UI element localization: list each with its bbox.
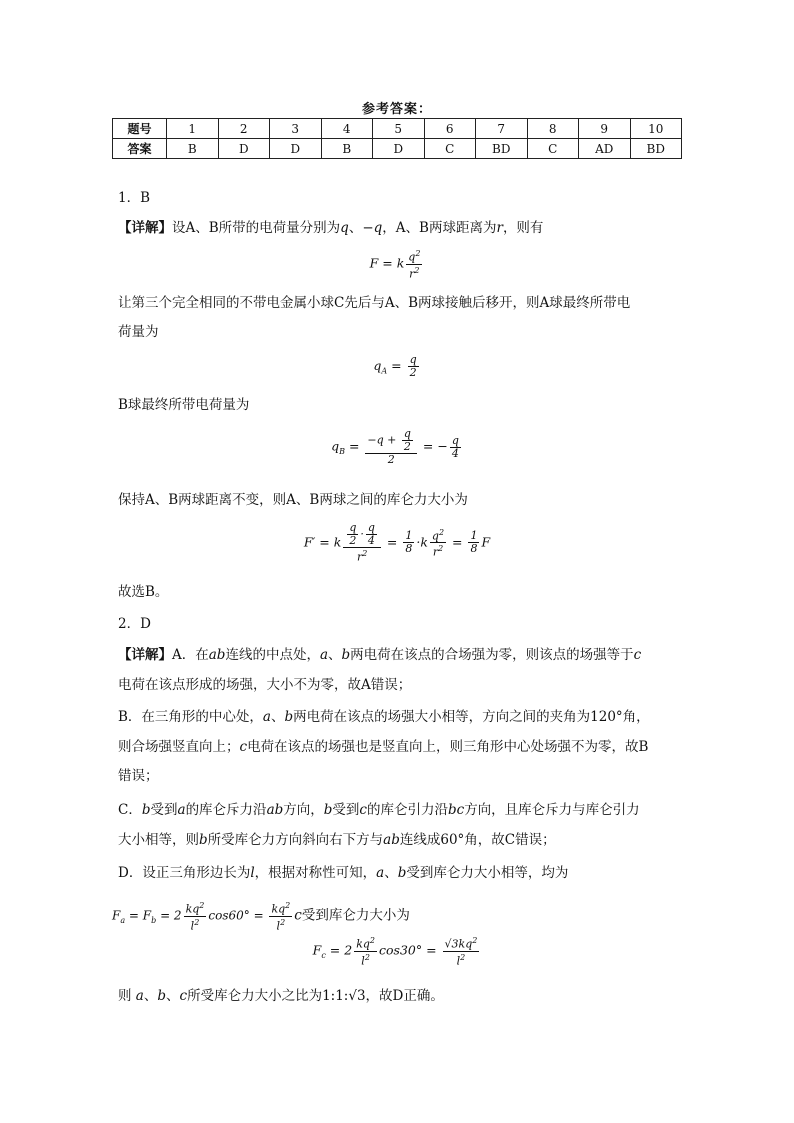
q2-heading: 2．D — [118, 616, 151, 632]
var-a: a — [319, 647, 329, 663]
answer-cell: D — [218, 139, 270, 159]
text: ，根据对称性可知， — [254, 865, 377, 881]
question-number: 4 — [321, 119, 373, 139]
var-b: b — [323, 802, 333, 818]
question-number: 5 — [373, 119, 425, 139]
text: 的库仑引力沿 — [366, 802, 448, 818]
equation-1: F = k $\frac{q^2}{r^2}$ — [369, 249, 421, 281]
var-a: a — [177, 802, 186, 818]
answer-cell: C — [527, 139, 579, 159]
equation-3: $q_B$ = −q + $\frac{q}{2}$ 2 = − $\frac{q}{4}$ — [331, 427, 459, 466]
var-c: c — [179, 988, 188, 1004]
text: 则 — [118, 988, 132, 1004]
row-label-number: 题号 — [113, 119, 167, 139]
var-a: a — [376, 865, 385, 881]
answer-row — [113, 139, 682, 159]
text: ，A、B两球距离为 — [382, 220, 497, 236]
q1-line1 — [118, 218, 543, 238]
answer-cell: C — [424, 139, 476, 159]
var-r: r — [496, 220, 503, 236]
text: 受到 — [332, 802, 360, 818]
question-number: 3 — [270, 119, 322, 139]
text: ，故D正确。 — [365, 988, 444, 1004]
text: 方向，且库仑斥力与库仑引力 — [464, 802, 640, 818]
text: 连线的中点处， — [225, 647, 320, 663]
text: 则合场强竖直向上； — [118, 739, 240, 755]
var-a: a — [262, 709, 271, 725]
question-number: 8 — [527, 119, 579, 139]
detail-tag: 【详解】 — [118, 647, 172, 663]
q2-option-c-line2 — [118, 830, 556, 850]
text: 大小相等，则 — [118, 832, 199, 848]
var-c: c — [633, 647, 642, 663]
var-neg-q: −q — [362, 220, 383, 236]
question-number: 2 — [218, 119, 270, 139]
question-number: 10 — [630, 119, 682, 139]
var-c: c — [294, 907, 302, 924]
text: 电荷在该点的场强也是竖直向上，则三角形中心处场强不为零，故B — [247, 739, 649, 755]
text: 受到库仑力大小相等，均为 — [406, 865, 569, 881]
text: 方向， — [283, 802, 324, 818]
answer-cell: BD — [630, 139, 682, 159]
answer-table — [112, 118, 682, 159]
text: 、 — [166, 988, 180, 1004]
q1-heading: 1．B — [118, 190, 151, 206]
q1-line2: 让第三个完全相同的不带电金属小球C先后与A、B两球接触后移开，则A球最终所带电 — [118, 295, 631, 311]
text: 、 — [328, 647, 342, 663]
question-number: 6 — [424, 119, 476, 139]
answer-cell: D — [270, 139, 322, 159]
q2-option-b-line3: 错误； — [118, 768, 159, 784]
q1-line3: 荷量为 — [118, 324, 159, 340]
equation-4: F′ = k $\frac{q}{2}$ · $\frac{q}{4}$ $r^2$ = $\frac{1}{8}$ ·k $\frac{q^2}{r^2}$ = $\frac{1}{8}$ F — [303, 521, 491, 564]
q1-line4: B球最终所带电荷量为 — [118, 397, 250, 413]
text: 的库仑斥力沿 — [185, 802, 267, 818]
answer-title: 参考答案： — [361, 102, 432, 117]
var-a: a — [135, 988, 144, 1004]
text: 、 — [348, 220, 363, 236]
text: 、 — [143, 988, 158, 1004]
question-number: 9 — [579, 119, 631, 139]
text: B．在三角形的中心处， — [118, 709, 263, 725]
var-ab: ab — [208, 647, 226, 663]
answer-cell: B — [321, 139, 373, 159]
equation-2: $q_A$ = $\frac{q}{2}$ — [373, 353, 417, 379]
text: D．设正三角形边长为 — [118, 865, 251, 881]
var-ab: ab — [266, 802, 284, 818]
text: 两电荷在该点的场强大小相等，方向之间的夹角为120°角， — [293, 709, 650, 725]
row-label-answer: 答案 — [113, 139, 167, 159]
text: A．在 — [172, 647, 209, 663]
question-number-row — [113, 119, 682, 139]
text: 受到 — [150, 802, 178, 818]
q2-option-c-line1 — [118, 800, 640, 820]
var-bc: bc — [447, 802, 465, 818]
question-number: 7 — [476, 119, 528, 139]
text: ，则有 — [502, 220, 544, 236]
var-q: q — [340, 220, 349, 236]
var-b: b — [397, 865, 407, 881]
q2-option-a-line1 — [118, 645, 641, 665]
text: 受到库仑力大小为 — [301, 907, 410, 924]
equation-5: $F_a = F_b = 2$ $\frac{kq^2}{l^2}$ cos60° = $\frac{kq^2}{l^2}$ c受到库仑力大小为 — [112, 901, 410, 933]
q2-option-a-line2: 电荷在该点形成的场强，大小不为零，故A错误； — [118, 677, 412, 693]
var-ab: ab — [383, 832, 400, 848]
var-l: l — [250, 865, 255, 881]
q1-line5: 保持A、B两球距离不变，则A、B两球之间的库仑力大小为 — [118, 492, 468, 508]
q2-option-b-line2 — [118, 737, 648, 757]
var-b: b — [141, 802, 151, 818]
var-c: c — [239, 739, 248, 755]
var-b: b — [341, 647, 351, 663]
var-b: b — [284, 709, 294, 725]
text: 连线成60°角，故C错误； — [399, 832, 556, 848]
answer-cell: B — [167, 139, 219, 159]
text: 两电荷在该点的合场强为零，则该点的场强等于 — [350, 647, 634, 663]
var-b: b — [157, 988, 167, 1004]
ratio: 1:1:√3 — [322, 988, 366, 1004]
text: 所受库仑力方向斜向右下方与 — [207, 832, 384, 848]
text: 、 — [384, 865, 398, 881]
text: 所受库仑力大小之比为 — [187, 988, 323, 1004]
answer-cell: D — [373, 139, 425, 159]
equation-6: $F_c = 2$ $\frac{kq^2}{l^2}$ cos30° = $\frac{√3kq^2}{l^2}$ — [312, 936, 478, 968]
text: 设A、B所带的电荷量分别为 — [172, 220, 341, 236]
question-number: 1 — [167, 119, 219, 139]
q2-option-b-line1 — [118, 707, 650, 727]
var-b: b — [199, 832, 208, 848]
text: C． — [118, 802, 142, 818]
detail-tag: 【详解】 — [118, 220, 172, 236]
q2-option-d-line1 — [118, 863, 568, 883]
text: 、 — [270, 709, 285, 725]
var-c: c — [359, 802, 367, 818]
answer-cell: AD — [579, 139, 631, 159]
q2-option-d-line3 — [118, 986, 444, 1006]
q1-line6: 故选B。 — [118, 584, 169, 600]
answer-cell: BD — [476, 139, 528, 159]
